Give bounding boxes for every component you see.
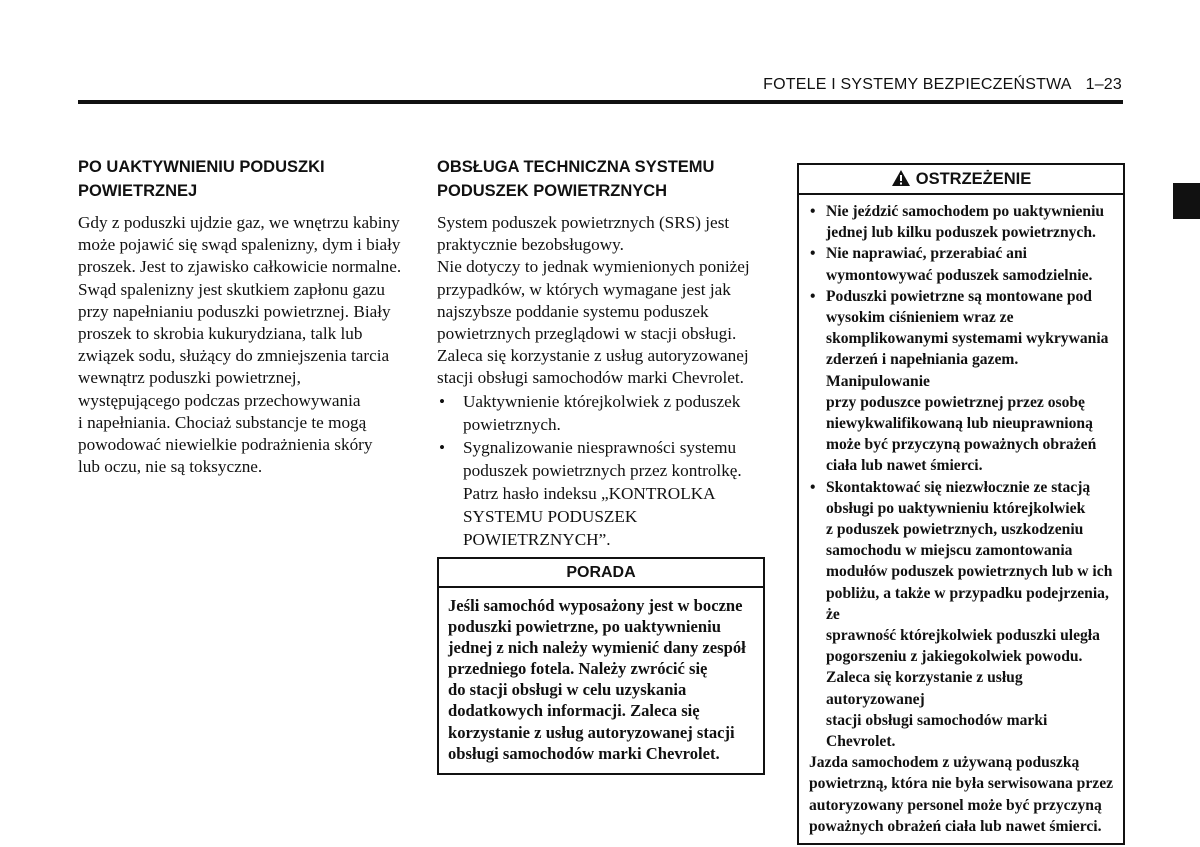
text-line: przedniego fotela. Należy zwrócić się (448, 659, 708, 679)
text-line: może pojawić się swąd spalenizny, dym i biały (78, 235, 401, 255)
text-line: powietrznych. (463, 414, 561, 434)
warning-header (799, 165, 1123, 195)
paragraph (437, 212, 765, 390)
text-line: Jeśli samochód wyposażony jest w boczne (448, 596, 743, 615)
text-line: ciała lub nawet śmierci. (826, 457, 983, 475)
tip-content (439, 588, 763, 773)
heading-line: OBSŁUGA TECHNICZNA SYSTEMU (437, 158, 715, 176)
text-line: niewykwalifikowaną lub nieuprawnioną (826, 415, 1093, 433)
text-line: może być przyczyną poważnych obrażeń (826, 436, 1097, 454)
text-line: Gdy z poduszki ujdzie gaz, we wnętrzu kabiny (78, 213, 400, 232)
warning-content (799, 195, 1123, 843)
text-line: poduszki powietrzne, po uaktywnieniu (448, 617, 721, 637)
text-line: Skontaktować się niezwłocznie ze stacją (826, 478, 1091, 496)
text-line: stacji obsługi samochodów marki Chevrolet. (826, 711, 1048, 751)
text-line: powodować niewielkie podrażnienia skóry (78, 435, 373, 455)
warning-box (797, 163, 1125, 845)
text-line: System poduszek powietrznych (SRS) jest (437, 213, 730, 232)
text-line: Nie jeździć samochodem po uaktywnieniu (826, 203, 1105, 220)
warning-list (809, 201, 1115, 752)
text-line: proszek to skrobia kukurydziana, talk lub (78, 324, 363, 344)
section-title: FOTELE I SYSTEMY BEZPIECZEŃSTWA (763, 76, 1072, 93)
text-line: poważnych obrażeń ciała lub nawet śmierci. (809, 817, 1102, 835)
text-line: Sygnalizowanie niesprawności systemu (463, 437, 737, 457)
text-line: występującego podczas przechowywania (78, 390, 361, 410)
section-heading (437, 155, 765, 203)
text-line: Patrz hasło indeksu „KONTROLKA (463, 483, 716, 503)
text-line: jednej lub kilku poduszek powietrznych. (826, 224, 1096, 242)
text-line: sprawność którejkolwiek poduszki uległa (826, 627, 1100, 645)
text-line: poduszek powietrznych przez kontrolkę. (463, 460, 742, 480)
text-line: stacji obsługi samochodów marki Chevrolet. (437, 368, 744, 388)
text-line: obsługi samochodów marki Chevrolet. (448, 743, 720, 763)
text-line: powietrznych przeglądowi w stacji obsługi. (437, 324, 737, 344)
text-line: wysokim ciśnieniem wraz ze (826, 309, 1014, 327)
text-line: korzystanie z usług autoryzowanej stacji (448, 722, 735, 742)
list-item (809, 286, 1115, 477)
heading-line: PO UAKTYWNIENIU PODUSZKI (78, 158, 325, 176)
text-line: do stacji obsługi w celu uzyskania (448, 680, 687, 700)
warning-title: OSTRZEŻENIE (915, 170, 1032, 188)
text-line: Swąd spalenizny jest skutkiem zapłonu gazu (78, 279, 385, 299)
text-line: autoryzowany personel może być przyczyną (809, 796, 1102, 814)
text-line: pogorszeniu z jakiegokolwiek powodu. (826, 648, 1083, 666)
text-line: powietrzną, która nie była serwisowana przez (809, 775, 1114, 793)
text-line: obsługi po uaktywnieniu którejkolwiek (826, 499, 1086, 517)
tip-title: PORADA (439, 559, 763, 588)
list-item (437, 390, 765, 436)
list-item (809, 201, 1115, 243)
section-maintenance (437, 155, 765, 551)
text-line: skomplikowanymi systemami wykrywania (826, 330, 1109, 348)
text-line: Nie dotyczy to jednak wymienionych poniżej (437, 257, 750, 277)
text-line: pobliżu, a także w przypadku podejrzenia, że (826, 584, 1109, 623)
text-line: praktycznie bezobsługowy. (437, 235, 624, 255)
text-line: Jazda samochodem z używaną poduszką (809, 754, 1080, 772)
section-heading (78, 155, 408, 203)
chapter-thumb-tab (1173, 183, 1200, 219)
text-line: Nie naprawiać, przerabiać ani (826, 245, 1027, 263)
text-line: przy napełnianiu poduszki powietrznej. Biały (78, 301, 391, 321)
text-line: przypadków, w których wymagane jest jak (437, 279, 731, 299)
header-rule (78, 100, 1123, 104)
warning-closing-paragraph (809, 752, 1115, 837)
text-line: jednej z nich należy wymienić dany zespół (448, 638, 746, 658)
text-line: dodatkowych informacji. Zaleca się (448, 701, 700, 721)
text-line: lub oczu, nie są toksyczne. (78, 457, 263, 477)
list-item (437, 436, 765, 551)
list-item (809, 243, 1115, 285)
text-line: z poduszek powietrznych, uszkodzeniu (826, 521, 1084, 539)
text-line: modułów poduszek powietrznych lub w ich (826, 563, 1113, 581)
paragraph (78, 212, 408, 478)
text-line: najszybsze poddanie systemu poduszek (437, 301, 709, 321)
text-line: samochodu w miejscu zamontowania (826, 542, 1073, 560)
section-after-deployment (78, 155, 408, 478)
text-line: proszek. Jest to zjawisko całkowicie normalne. (78, 257, 402, 277)
running-header (763, 76, 1122, 94)
text-line: związek sodu, służący do zmniejszenia tarcia (78, 346, 390, 366)
text-line: Zaleca się korzystanie z usług autoryzowanej (826, 669, 1023, 708)
text-line: zderzeń i napełniania gazem. Manipulowanie (826, 351, 1019, 390)
text-line: wymontowywać poduszek samodzielnie. (826, 266, 1093, 284)
heading-line: PODUSZEK POWIETRZNYCH (437, 182, 668, 200)
text-line: Uaktywnienie którejkolwiek z poduszek (463, 391, 741, 411)
bullet-list (437, 390, 765, 551)
tip-box (437, 557, 765, 775)
text-line: wewnątrz poduszki powietrznej, (78, 368, 301, 388)
text-line: Zaleca się korzystanie z usług autoryzowanej (437, 346, 749, 366)
warning-triangle-icon (891, 169, 911, 187)
text-line: Poduszki powietrzne są montowane pod (826, 287, 1092, 305)
text-line: przy poduszce powietrznej przez osobę (826, 393, 1085, 411)
text-line: POWIETRZNYCH”. (463, 529, 611, 549)
list-item (809, 477, 1115, 753)
text-line: SYSTEMU PODUSZEK (463, 506, 638, 526)
heading-line: POWIETRZNEJ (78, 182, 198, 200)
page-number: 1–23 (1085, 76, 1122, 93)
text-line: i napełniania. Chociaż substancje te mogą (78, 412, 367, 432)
